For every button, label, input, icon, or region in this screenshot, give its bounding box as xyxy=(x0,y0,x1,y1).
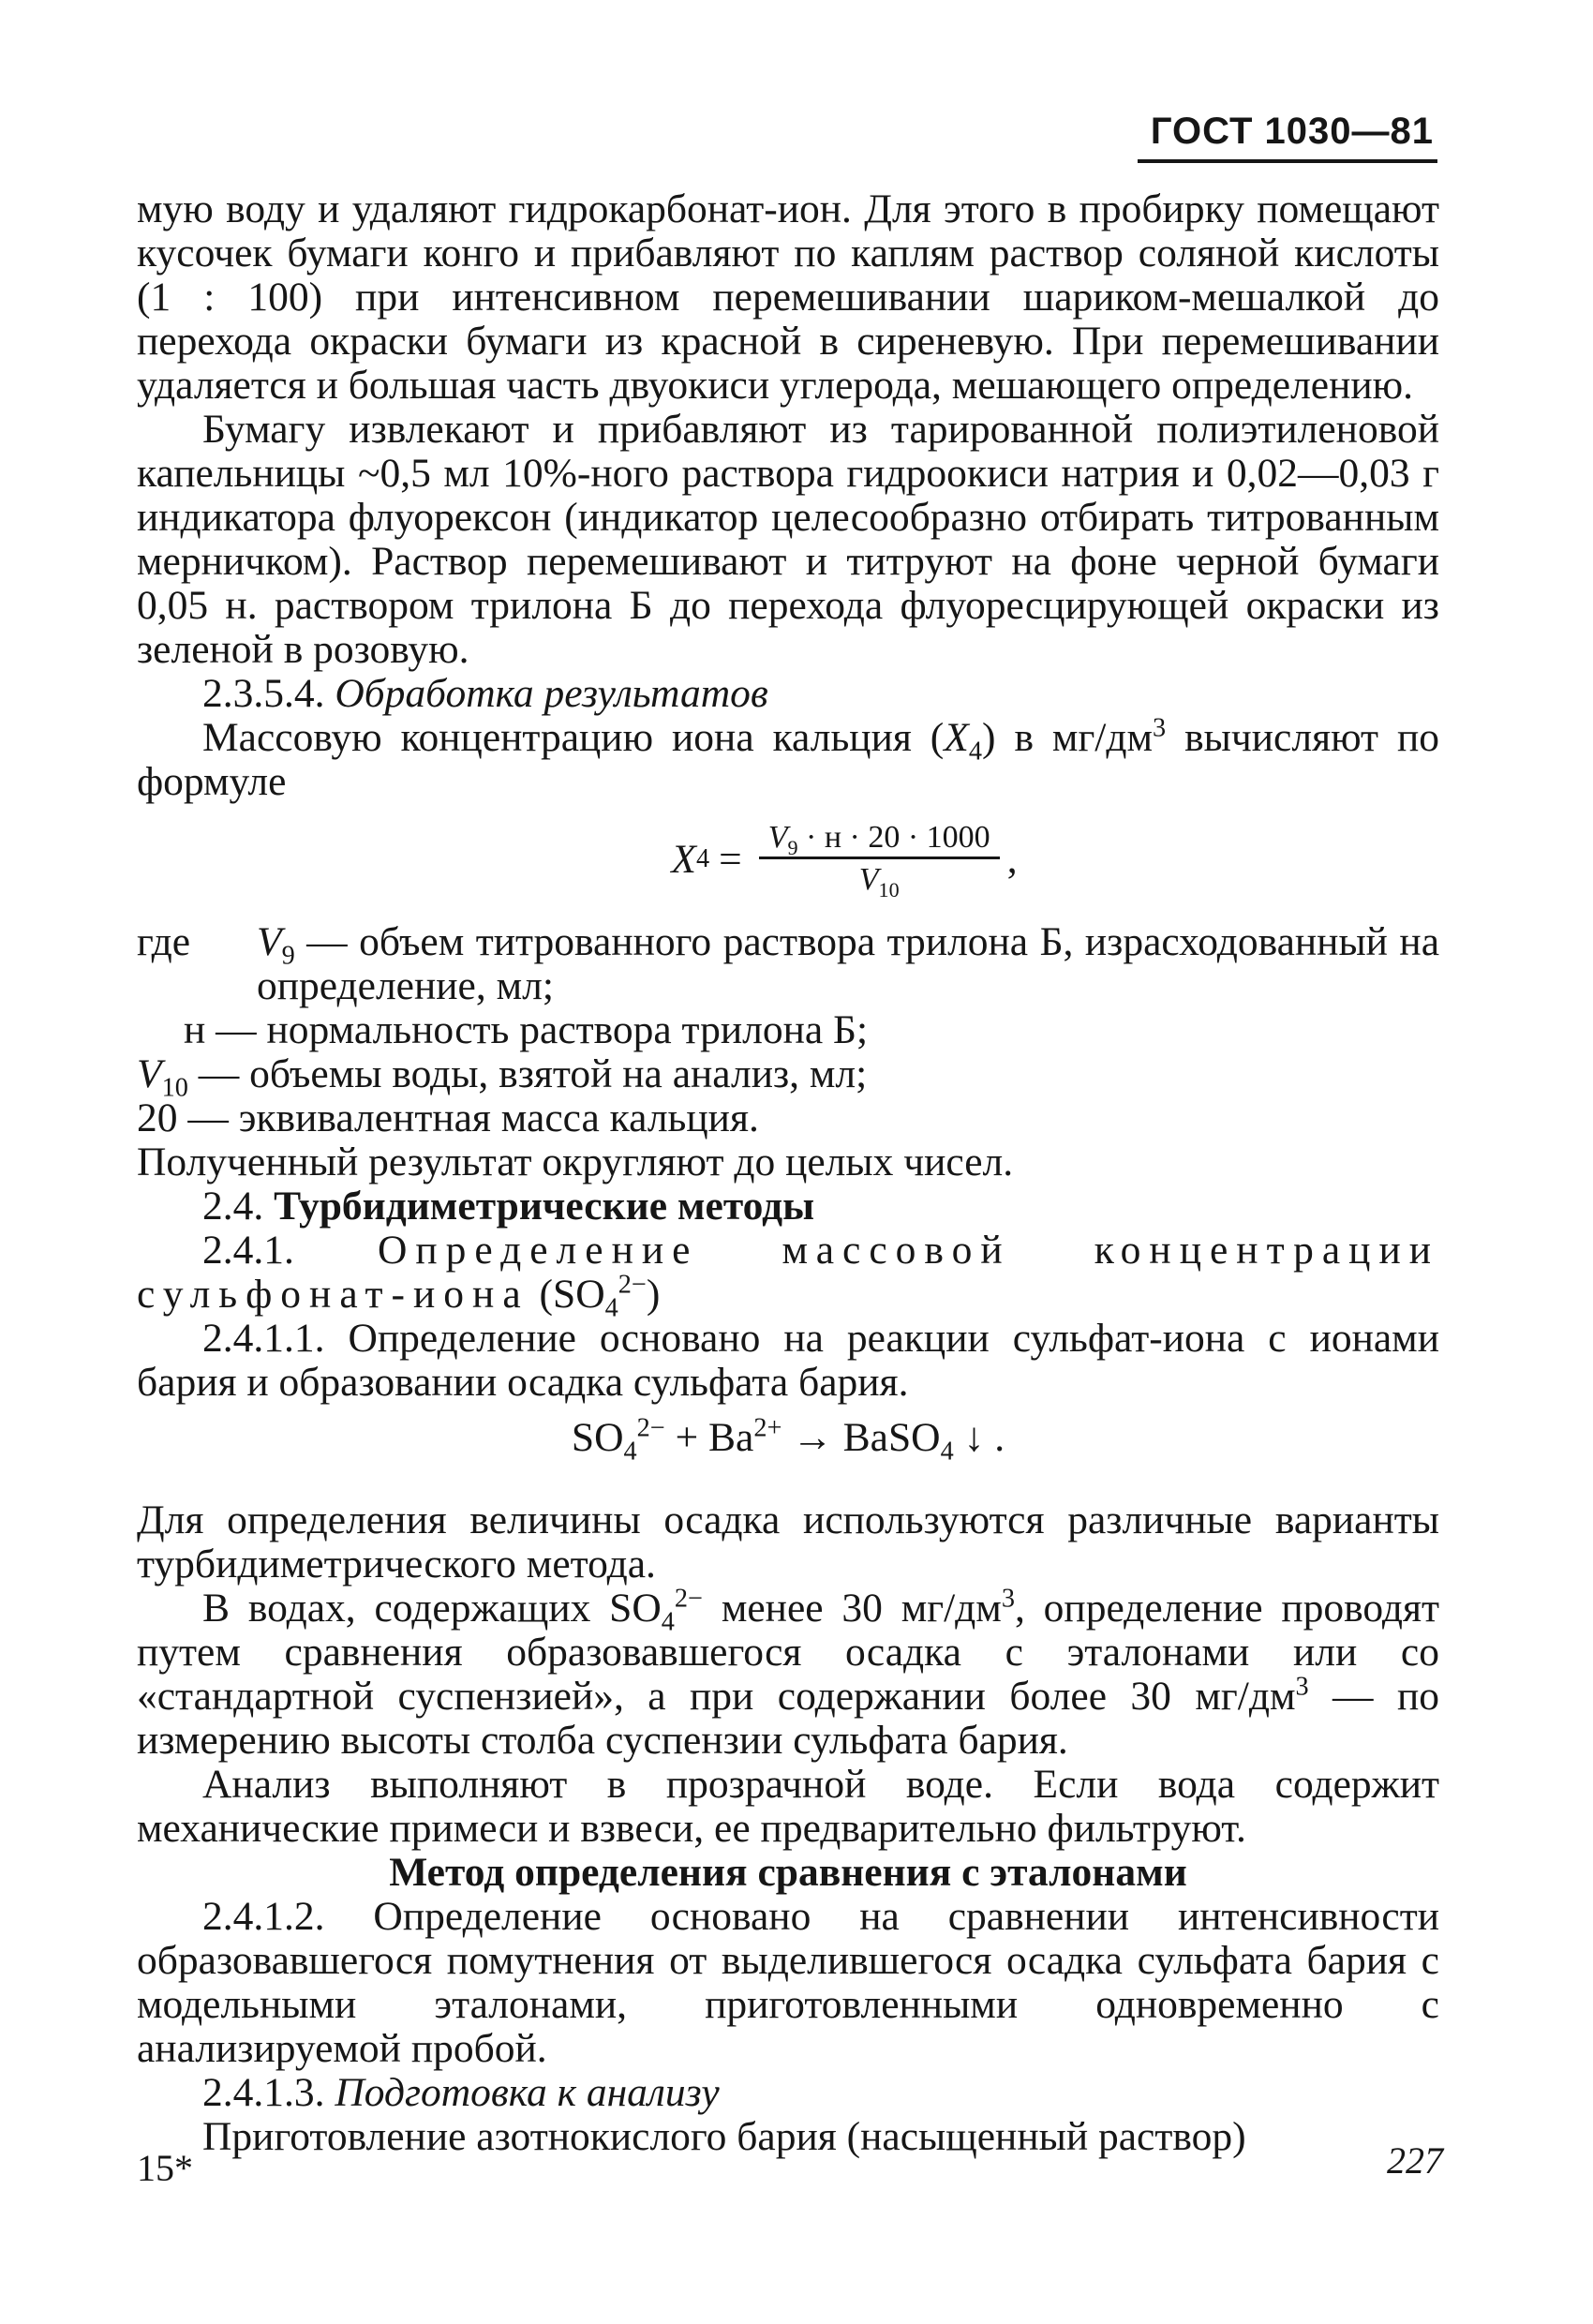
section-241-heading xyxy=(137,1229,1439,1273)
section-number: 2.4. xyxy=(202,1184,264,1229)
formula-fraction xyxy=(759,819,1000,901)
paragraph-sulfate-content xyxy=(137,1584,1440,1763)
paragraph-filtering: Анализ выполняют в прозрачной воде. Если вода содержит механические примеси и взвеси, ее предварительно фильтруют. xyxy=(137,1762,1439,1851)
superscript: 3 xyxy=(1001,1584,1015,1614)
spaced-word: концентрации xyxy=(1094,1228,1440,1273)
section-2413-heading xyxy=(137,2071,1439,2115)
text-run: менее 30 мг/дм xyxy=(703,1586,1002,1631)
section-2354-heading xyxy=(137,672,1439,716)
where-text: — объемы воды, взятой на анализ, мл; xyxy=(187,1051,868,1096)
text-run: , определение проводят путем сравнения образовавшегося осадка с эталонами или со «стандартной суспензией», а при содержании более 30 мг/дм xyxy=(137,1586,1439,1719)
where-block xyxy=(137,920,1439,1140)
section-number: 2.4.1.3. xyxy=(202,2070,325,2115)
paragraph-formula-intro xyxy=(137,713,1439,804)
formula-tail: , xyxy=(1006,836,1018,882)
spaced-word: массовой xyxy=(782,1228,1011,1273)
section-number: 2.3.5.4. xyxy=(202,671,325,716)
where-text: — объем титрованного раствора трилона Б, израсходованный на определение, мл; xyxy=(257,919,1439,1008)
section-title: Обработка результатов xyxy=(335,671,768,716)
where-term: н xyxy=(184,1007,206,1052)
denominator-var: V xyxy=(858,861,879,897)
where-term: 20 xyxy=(137,1095,178,1140)
superscript: 2− xyxy=(674,1584,703,1614)
formula-lhs: X xyxy=(671,836,696,882)
reaction-part: → BaSO xyxy=(782,1415,941,1460)
paragraph-barium-nitrate: Приготовление азотнокислого бария (насыщенный раствор) xyxy=(202,2114,1246,2159)
where-row-v9 xyxy=(137,920,1439,1008)
reaction-sub: 4 xyxy=(623,1437,637,1467)
reaction-part: SO xyxy=(571,1415,624,1460)
where-row-mass xyxy=(137,1096,1439,1140)
paragraph-2412: 2.4.1.2. Определение основано на сравнении интенсивности образовавшегося помутнения от выделившегося осадка сульфата бария с модельными эталонами, приготовленными одновременно с анализируемой пробой. xyxy=(137,1894,1439,2071)
standard-header: ГОСТ 1030—81 xyxy=(1150,111,1434,152)
paragraph-rounding: Полученный результат округляют до целых чисел. xyxy=(137,1140,1014,1184)
text-run: — по измерению высоты столба суспензии сульфата бария. xyxy=(137,1674,1440,1763)
text-run: ) в мг/дм xyxy=(982,715,1154,760)
ion-sub: 4 xyxy=(604,1293,618,1323)
where-row-n xyxy=(137,1008,1439,1052)
formula-equals: = xyxy=(719,836,742,882)
formula-denominator xyxy=(859,859,900,901)
spaced-word: Определение xyxy=(377,1228,699,1273)
subscript: 4 xyxy=(968,737,983,767)
superscript: 3 xyxy=(1295,1672,1309,1702)
paragraph-variants: Для определения величины осадка используются различные варианты турбидиметрического метода. xyxy=(137,1497,1439,1587)
paragraph-2411: 2.4.1.1. Определение основано на реакции сульфат-иона с ионами бария и образовании осадка сульфата бария. xyxy=(137,1316,1439,1405)
reaction-sup: 2− xyxy=(636,1413,665,1443)
where-term: V xyxy=(137,1051,162,1096)
formula-numerator xyxy=(759,819,1000,859)
paragraph-titration: Бумагу извлекают и прибавляют из тарированной полиэтиленовой капельницы ~0,5 мл 10%-ного раствора гидроокиси натрия и 0,02—0,03 г индикатора флуорексон (индикатор целесообразно отбирать титрованным мерничком). Раствор перемешивают и титруют на фоне черной бумаги 0,05 н. раствором трилона Б до перехода флуоресцирующей окраски из зеленой в розовую. xyxy=(137,407,1439,672)
spaced-word: сульфонат-иона xyxy=(137,1272,529,1317)
method-heading: Метод определения сравнения с эталонами xyxy=(389,1850,1187,1895)
reaction-part: + Ba xyxy=(664,1415,754,1460)
where-text: — эквивалентная масса кальция. xyxy=(177,1095,759,1140)
ion-end: ) xyxy=(646,1272,661,1317)
where-def xyxy=(257,920,1439,1008)
where-text: — нормальность раствора трилона Б; xyxy=(205,1007,869,1052)
numerator-var: V xyxy=(767,819,788,855)
page-number: 227 xyxy=(1387,2139,1443,2182)
paragraph-continued: мую воду и удаляют гидрокарбонат-ион. Для этого в пробирку помещают кусочек бумаги конго и прибавляют по каплям раствор соляной кислоты (1 : 100) при интенсивном перемешивании шариком-мешалкой до перехода окраски бумаги из красной в сиреневую. При перемешивании удаляется и большая часть двуокиси углерода, мешающего определению. xyxy=(137,186,1439,408)
text-run: В водах, содержащих SO xyxy=(202,1586,662,1631)
header-rule xyxy=(1138,159,1437,163)
variable: X xyxy=(944,715,969,760)
where-row-v10 xyxy=(137,1051,1439,1103)
where-sub: 10 xyxy=(161,1073,188,1103)
section-241-heading-cont xyxy=(137,1270,1439,1323)
denominator-sub: 10 xyxy=(878,877,900,901)
calcium-formula: X 4 = $\frac{V_9 \cdot н \cdot 20 \cdot 1000}{V_{10}}$ , xyxy=(671,819,1018,901)
text-run: Массовую концентрацию иона кальция ( xyxy=(202,715,945,760)
where-term: V xyxy=(257,919,282,964)
signature-mark: 15* xyxy=(137,2147,193,2189)
where-sub: 9 xyxy=(281,941,295,971)
numerator-sub: 9 xyxy=(787,835,798,859)
reaction-part: ↓ . xyxy=(953,1415,1005,1460)
body-text xyxy=(137,187,1439,2159)
reaction-sub: 4 xyxy=(940,1437,954,1467)
where-word: где xyxy=(137,919,191,964)
superscript: 3 xyxy=(1153,713,1167,743)
section-24-heading xyxy=(137,1184,1439,1229)
section-number: 2.4.1. xyxy=(202,1228,294,1273)
text-run: вычисляют по формуле xyxy=(137,715,1439,804)
sulfate-reaction xyxy=(137,1405,1439,1470)
subscript: 4 xyxy=(661,1607,675,1637)
numerator-rest: · н · 20 · 1000 xyxy=(797,819,990,855)
ion-sup: 2− xyxy=(618,1270,647,1300)
reaction-sup: 2+ xyxy=(753,1413,782,1443)
section-title: Подготовка к анализу xyxy=(335,2070,720,2115)
section-title: Турбидиметрические методы xyxy=(274,1184,815,1229)
ion-formula: (SO xyxy=(539,1272,605,1317)
